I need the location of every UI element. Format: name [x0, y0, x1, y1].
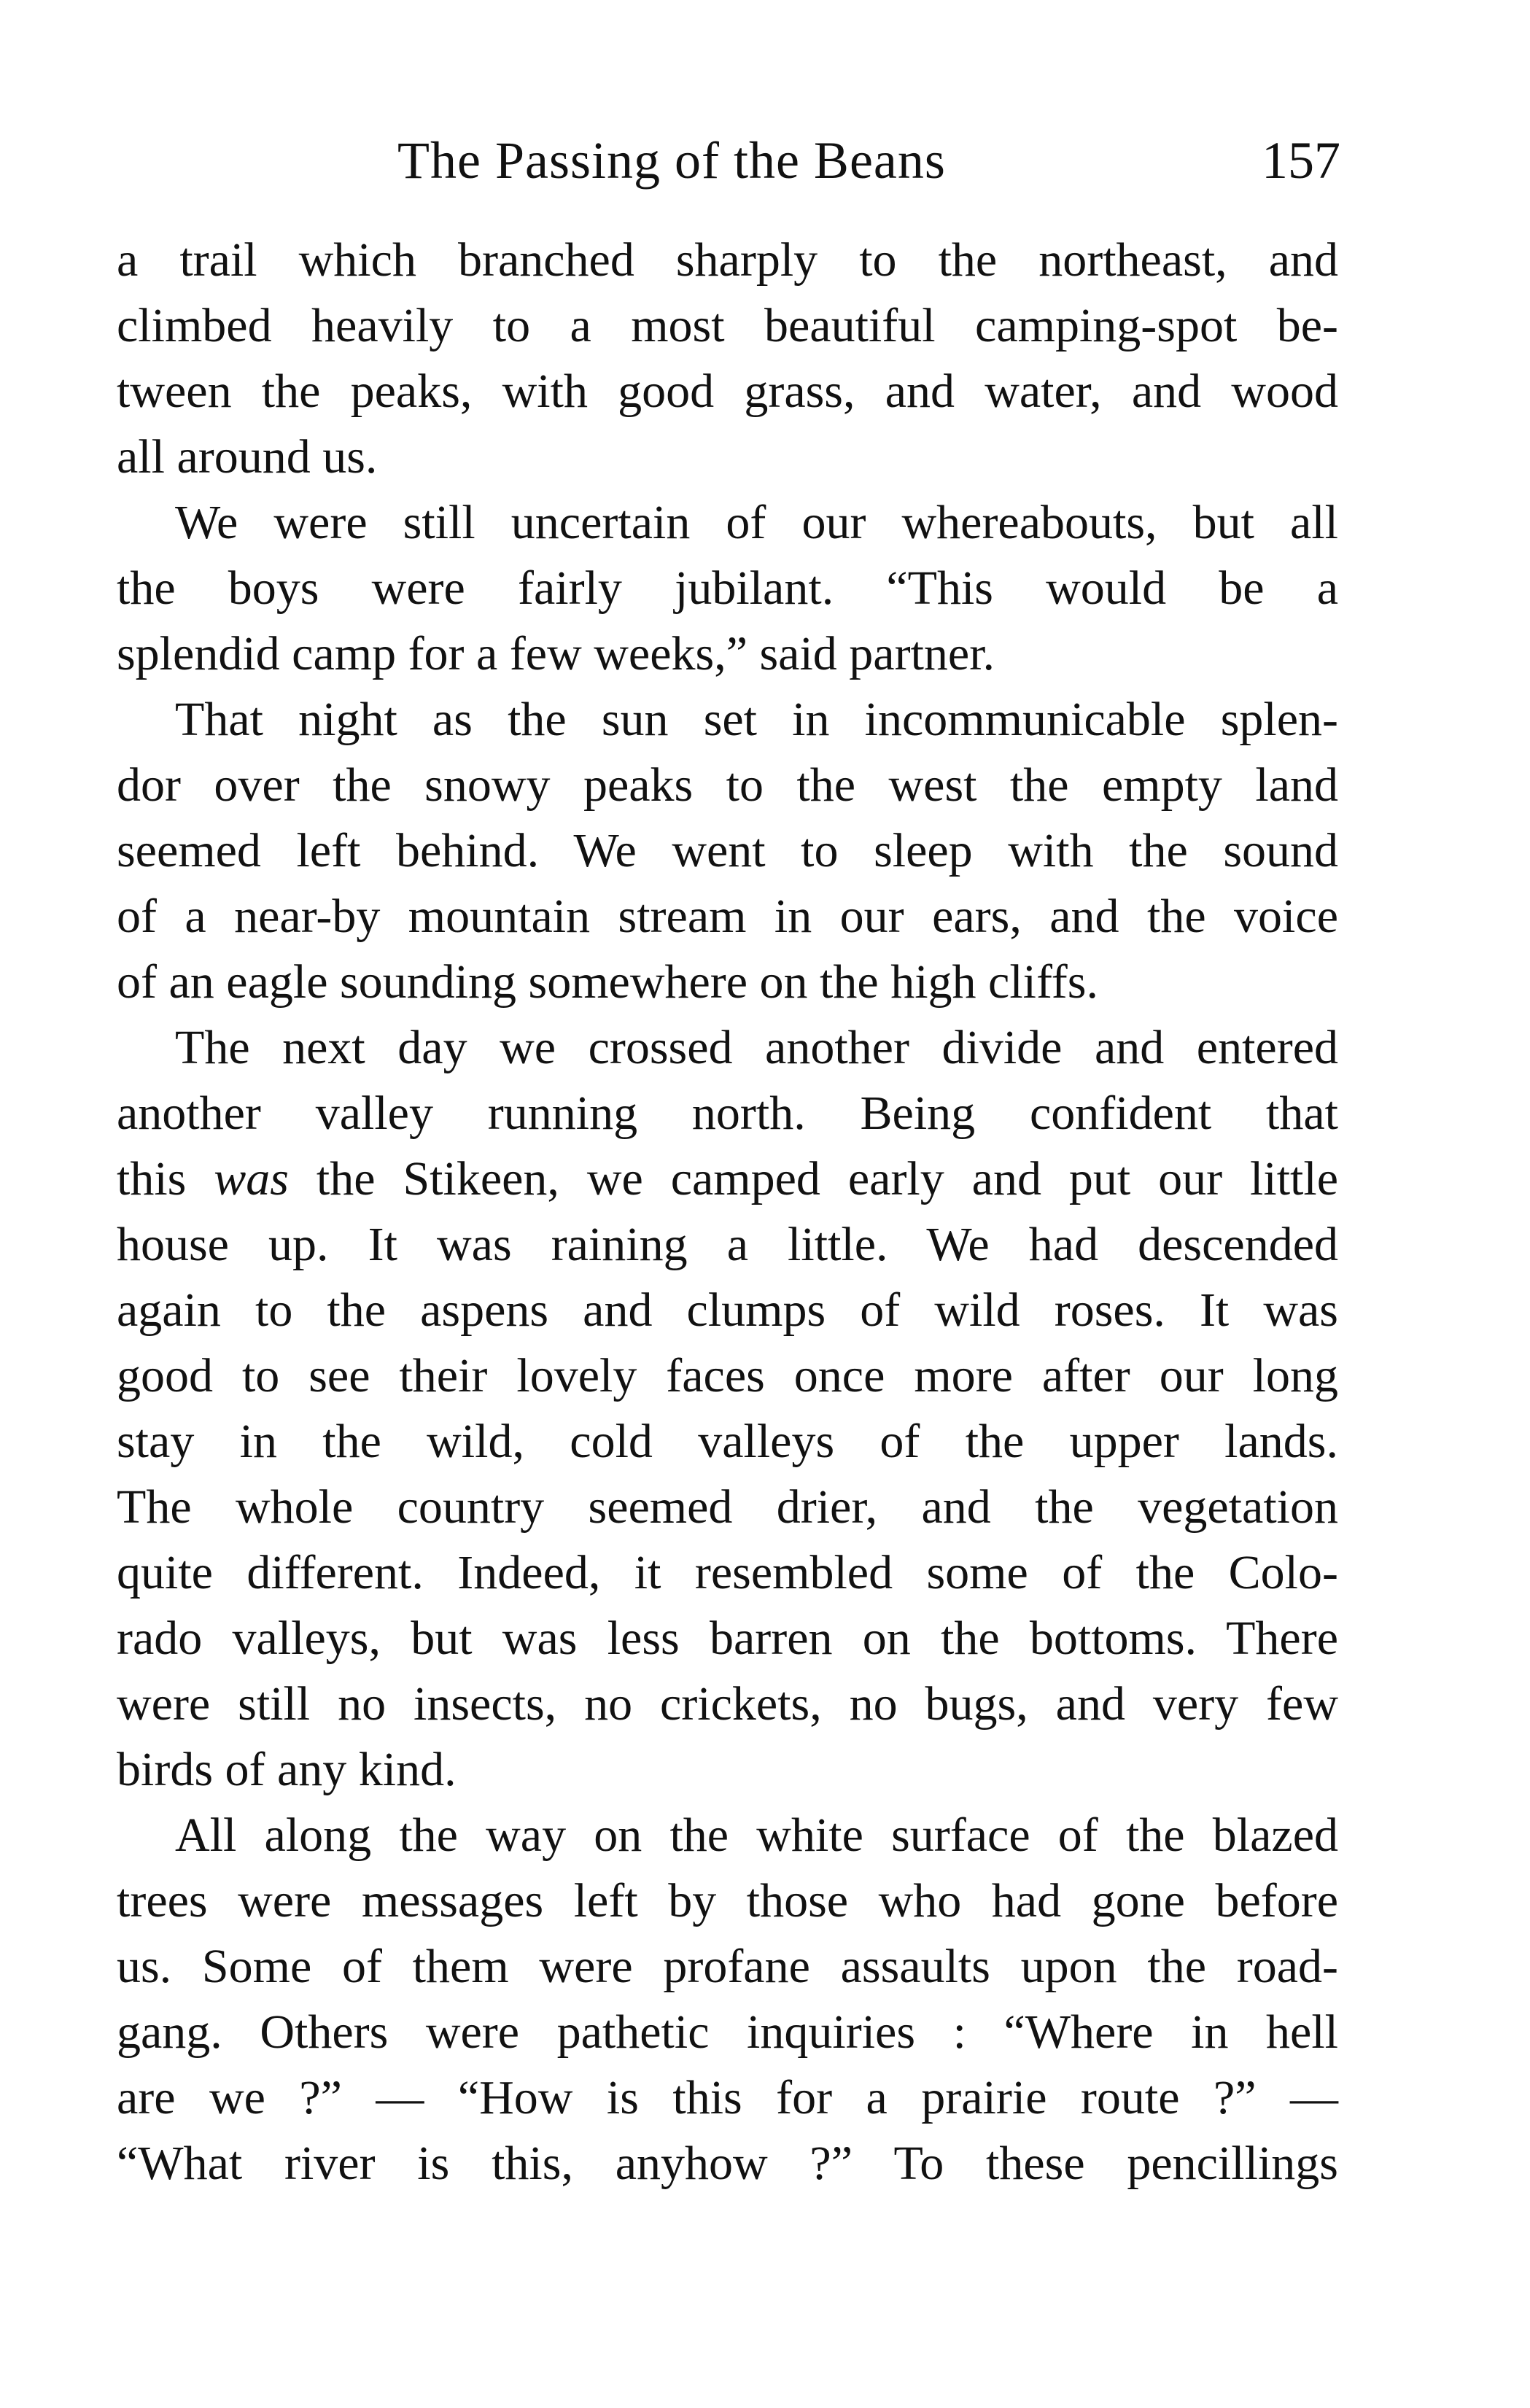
- text-line-end: the Stikeen, we camped early and put our little: [289, 1152, 1339, 1205]
- text-line: quite different. Indeed, it resembled some of the Colo-: [117, 1546, 1338, 1599]
- text-line: dor over the snowy peaks to the west the empty land: [117, 758, 1338, 812]
- text-line: We were still uncertain of our whereabouts, but all: [175, 496, 1338, 549]
- text-line: again to the aspens and clumps of wild roses. It was: [117, 1283, 1338, 1337]
- text-line: good to see their lovely faces once more after our long: [117, 1349, 1338, 1402]
- text-line: tween the peaks, with good grass, and water, and wood: [117, 365, 1338, 418]
- text-line: were still no insects, no crickets, no bugs, and very few: [117, 1677, 1338, 1731]
- running-head: [117, 117, 1340, 204]
- text-line: all around us.: [117, 430, 378, 483]
- text-line: gang. Others were pathetic inquiries : “Where in hell: [117, 2005, 1338, 2059]
- text-line: another valley running north. Being confident that: [117, 1087, 1338, 1140]
- text-line: The whole country seemed drier, and the vegetation: [117, 1480, 1338, 1534]
- running-head-title: The Passing of the Beans: [397, 131, 946, 190]
- body-text: [117, 228, 1338, 2197]
- text-line: the boys were fairly jubilant. “This would be a: [117, 562, 1338, 615]
- text-line: The next day we crossed another divide and entered: [175, 1021, 1338, 1074]
- text-line: climbed heavily to a most beautiful camping-spot be-: [117, 299, 1338, 352]
- text-line: us. Some of them were profane assaults upon the road-: [117, 1940, 1338, 1993]
- text-line: stay in the wild, cold valleys of the upper lands.: [117, 1415, 1338, 1468]
- text-line: trees were messages left by those who had gone before: [117, 1874, 1338, 1927]
- text-line: rado valleys, but was less barren on the bottoms. There: [117, 1612, 1338, 1665]
- text-line: splendid camp for a few weeks,” said partner.: [117, 627, 995, 680]
- text-line: All along the way on the white surface of the blazed: [175, 1809, 1338, 1862]
- text-line: That night as the sun set in incommunicable splen-: [175, 693, 1338, 746]
- text-line-start: this: [117, 1152, 214, 1205]
- text-line: seemed left behind. We went to sleep with the sound: [117, 824, 1338, 877]
- text-line: [117, 1146, 1338, 1212]
- italic-word: was: [214, 1152, 289, 1205]
- text-line: house up. It was raining a little. We had descended: [117, 1218, 1338, 1271]
- text-line: are we ?” — “How is this for a prairie route ?” —: [117, 2071, 1338, 2124]
- text-line: of a near-by mountain stream in our ears, and the voice: [117, 890, 1338, 943]
- text-line: of an eagle sounding somewhere on the high cliffs.: [117, 955, 1098, 1009]
- text-line: a trail which branched sharply to the northeast, and: [117, 233, 1338, 287]
- page-number: 157: [1262, 131, 1340, 190]
- text-line: “What river is this, anyhow ?” To these pencillings: [117, 2137, 1338, 2190]
- text-line: birds of any kind.: [117, 1743, 457, 1796]
